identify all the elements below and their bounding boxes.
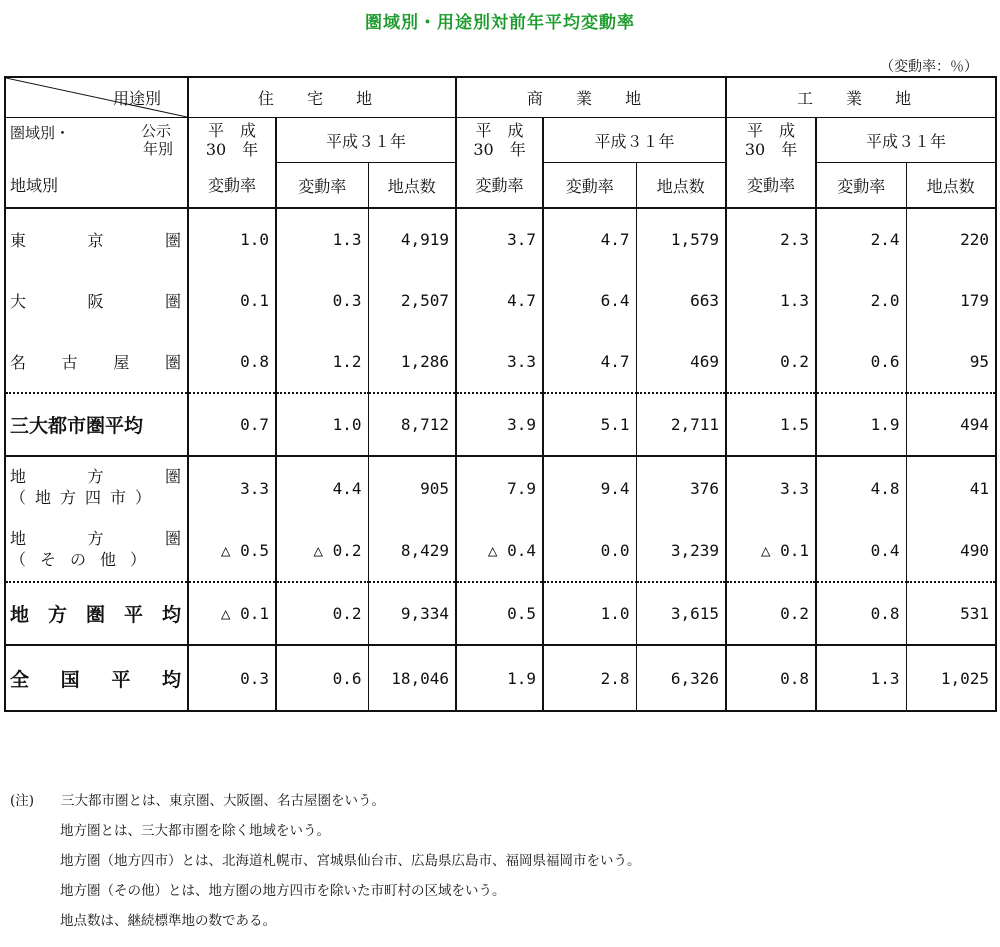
cell: 95 [906,331,996,393]
cell: △ 0.5 [188,519,276,582]
group-commercial: 商 業 地 [456,77,726,118]
cell: 3,615 [636,582,726,645]
cell: 0.2 [726,331,816,393]
cell: 0.7 [188,393,276,456]
cell: 0.6 [816,331,906,393]
cell: 1.0 [276,393,368,456]
cell: 1.2 [276,331,368,393]
note-line: 地方圏とは、三大都市圏を除く地域をいう。 [60,823,330,839]
cell: △ 0.1 [188,582,276,645]
cell: 179 [906,270,996,331]
rate-h30-res: 変動率 [188,163,276,209]
table-row [5,519,996,582]
table-row [5,456,996,519]
h31-com: 平成３１年 [543,118,726,163]
cell: 1.3 [276,208,368,270]
h30-line2: 30 年 [205,140,259,160]
cell: 3.7 [456,208,543,270]
cell: 1.9 [816,393,906,456]
note-line: 地点数は、継続標準地の数である。 [60,913,276,929]
cell: 1.5 [726,393,816,456]
note-line: 地方圏（地方四市）とは、北海道札幌市、宮城県仙台市、広島県広島市、福岡県福岡市をいう。 [60,853,641,869]
region-label: 圏域別・ [10,124,71,142]
cell: 0.8 [816,582,906,645]
table-row [5,208,996,270]
group-residential: 住 宅 地 [188,77,456,118]
table-row [5,270,996,331]
cell: 2,711 [636,393,726,456]
cell: 0.0 [543,519,636,582]
h30-cell-ind [726,118,816,163]
row-label-local-avg: 地 方 圏 平 均 [5,582,188,645]
row-label-local-four: 地 方 圏 （地方四市） [5,456,188,519]
h30-cell-res [188,118,276,163]
public-label: 公示 [140,122,171,140]
points-ind: 地点数 [906,163,996,209]
cell: 0.8 [726,645,816,711]
h30-line1: 平 成 [747,121,796,141]
cell: 1,025 [906,645,996,711]
cell: 5.1 [543,393,636,456]
h30-cell-com [456,118,543,163]
cell: 0.2 [726,582,816,645]
table-row [5,582,996,645]
cell: 4.4 [276,456,368,519]
h30-line2: 30 年 [744,140,798,160]
cell: △ 0.2 [276,519,368,582]
cell: 531 [906,582,996,645]
cell: 494 [906,393,996,456]
diagonal-line [6,78,187,117]
cell: 1.3 [726,270,816,331]
row-label-tokyo: 東 京 圏 [5,208,188,270]
row-label-three-metro: 三大都市圏平均 [5,393,188,456]
cell: 0.3 [276,270,368,331]
cell: 0.5 [456,582,543,645]
cell: 376 [636,456,726,519]
cell: 3.3 [188,456,276,519]
h31-res: 平成３１年 [276,118,456,163]
cell: 1.9 [456,645,543,711]
page-title: 圏域別・用途別対前年平均変動率 [365,13,635,33]
cell: 8,712 [368,393,456,456]
rate-h31-res: 変動率 [276,163,368,209]
note-line: 地方圏（その他）とは、地方圏の地方四市を除いた市町村の区域をいう。 [60,883,506,899]
cell: △ 0.1 [726,519,816,582]
cell: 9.4 [543,456,636,519]
note-prefix: (注) [10,793,35,809]
rate-h31-ind: 変動率 [816,163,906,209]
row-label-nagoya: 名 古 屋 圏 [5,331,188,393]
cell: 0.4 [816,519,906,582]
row-label-national: 全 国 平 均 [5,645,188,711]
cell: 2,507 [368,270,456,331]
cell: 4.7 [543,208,636,270]
cell: 0.2 [276,582,368,645]
cell: 905 [368,456,456,519]
points-com: 地点数 [636,163,726,209]
cell: 4.7 [543,331,636,393]
notes [10,786,641,936]
row-label-local-other: 地 方 圏 （その他） [5,519,188,582]
points-res: 地点数 [368,163,456,209]
h31-ind: 平成３１年 [816,118,996,163]
rate-h31-com: 変動率 [543,163,636,209]
cell: 1.0 [188,208,276,270]
h30-line1: 平 成 [207,121,256,141]
cell: 469 [636,331,726,393]
h30-line2: 30 年 [473,140,526,160]
cell: 4.8 [816,456,906,519]
cell: 0.3 [188,645,276,711]
cell: 2.8 [543,645,636,711]
cell: 663 [636,270,726,331]
note-line: (注) 三大都市圏とは、東京圏、大阪圏、名古屋圏をいう。 [10,793,386,809]
cell: 490 [906,519,996,582]
row-label-osaka: 大 阪 圏 [5,270,188,331]
rate-h30-com: 変動率 [456,163,543,209]
cell: 3.9 [456,393,543,456]
cell: 3.3 [456,331,543,393]
region-label-cell [5,118,188,163]
cell: 0.1 [188,270,276,331]
year-label: 年別 [142,140,173,158]
cell: 2.3 [726,208,816,270]
cell: 0.6 [276,645,368,711]
cell: 6,326 [636,645,726,711]
corner-header-top [5,77,188,118]
cell: 2.4 [816,208,906,270]
h30-line1: 平 成 [475,121,524,141]
cell: 1,579 [636,208,726,270]
cell: 2.0 [816,270,906,331]
cell: 0.8 [188,331,276,393]
area-label: 地域別 [5,163,188,209]
cell: 41 [906,456,996,519]
cell: 4.7 [456,270,543,331]
rate-table [4,76,997,712]
cell: 1.0 [543,582,636,645]
cell: 18,046 [368,645,456,711]
cell: 1.3 [816,645,906,711]
cell: 7.9 [456,456,543,519]
unit-label: （変動率：％） [880,59,978,75]
cell: △ 0.4 [456,519,543,582]
table-row [5,393,996,456]
rate-h30-ind: 変動率 [726,163,816,209]
cell: 8,429 [368,519,456,582]
cell: 9,334 [368,582,456,645]
cell: 6.4 [543,270,636,331]
table-row [5,645,996,711]
cell: 3.3 [726,456,816,519]
cell: 220 [906,208,996,270]
cell: 4,919 [368,208,456,270]
cell: 1,286 [368,331,456,393]
group-industrial: 工 業 地 [726,77,996,118]
usage-label: 用途別 [112,89,161,108]
cell: 3,239 [636,519,726,582]
table-row [5,331,996,393]
